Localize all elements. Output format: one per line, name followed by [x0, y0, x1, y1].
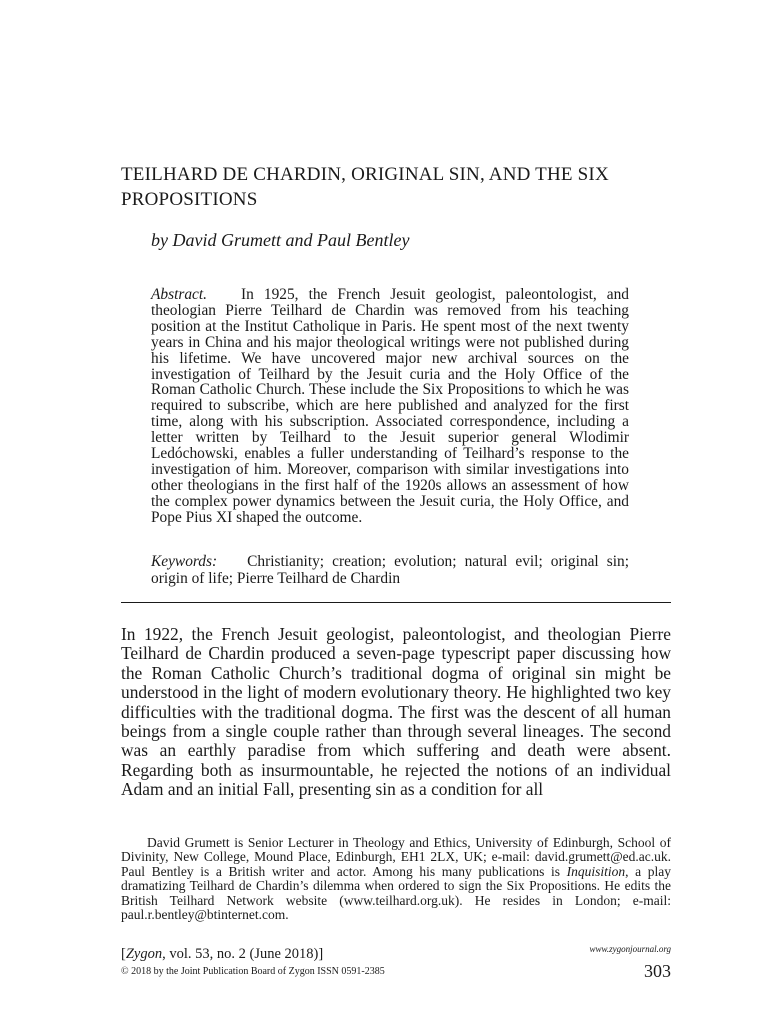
footnote-text-part1: David Grumett is Senior Lecturer in Theology and Ethics, University of Edinburgh, School of Divinity, New College, Mound Place, Edinburgh, EH1 2LX, UK; e-mail: david.grumett@ed.ac.uk. Paul Bentley is a British writer and actor. Among his many publications is	[121, 835, 671, 879]
keywords-text: Christianity; creation; evolution; natural evil; original sin; origin of life; Pierre Teilhard de Chardin	[151, 553, 629, 587]
keywords-label: Keywords:	[151, 553, 218, 570]
article-authors: by David Grumett and Paul Bentley	[151, 230, 410, 250]
footnote-italic-title: Inquisition	[566, 863, 626, 879]
journal-website: www.zygonjournal.org	[589, 944, 671, 954]
section-divider	[121, 602, 671, 603]
abstract-label: Abstract.	[151, 286, 208, 303]
keywords	[151, 554, 629, 587]
author-footnote	[121, 836, 671, 922]
abstract-text: In 1925, the French Jesuit geologist, paleontologist, and theologian Pierre Teilhard de Chardin was removed from his teaching position at the Institut Catholique in Paris. He spent most of the next twenty years in China and his major theological writings were not published during his lifetime. We have uncovered major new archival sources on the investigation of Teilhard by the Jesuit curia and the Holy Office of the Roman Catholic Church. These include the Six Propositions to which he was required to subscribe, which are here published and analyzed for the first time, along with his subscription. Associated correspondence, including a letter written by Teilhard to the Jesuit superior general Wlodimir Ledóchowski, enables a fuller understanding of Teilhard’s response to the investigation of him. Moreover, comparison with similar investigations into other theologians in the first half of the 1920s allows an assessment of how the complex power dynamics between the Jesuit curia, the Holy Office, and Pope Pius XI shaped the outcome.	[151, 286, 629, 526]
body-paragraph: In 1922, the French Jesuit geologist, paleontologist, and theologian Pierre Teilhard de Chardin produced a seven-page typescript paper discussing how the Roman Catholic Church’s traditional dogma of original sin might be understood in the light of modern evolutionary theory. He highlighted two key difficulties with the traditional dogma. The first was the descent of all human beings from a single couple rather than through several lineages. The second was an earthly paradise from which suffering and death were absent. Regarding both as insurmountable, he rejected the notions of an individual Adam and an initial Fall, presenting sin as a condition for all	[121, 624, 671, 800]
page-number: 303	[644, 961, 671, 981]
copyright-notice: © 2018 by the Joint Publication Board of Zygon ISSN 0591-2385	[121, 966, 385, 977]
footnote-text-part2: , a play dramatizing Teilhard de Chardin’s dilemma when ordered to sign the Six Propositions. He edits the British Teilhard Network website (www.teilhard.org.uk). He resides in London; e-mail: paul.r.bentley@btinternet.com.	[121, 863, 671, 923]
citation-open-bracket: [	[121, 946, 126, 962]
citation-details: , vol. 53, no. 2 (June 2018)]	[162, 946, 324, 962]
abstract	[151, 287, 629, 526]
journal-name: Zygon	[125, 946, 163, 962]
journal-citation	[121, 945, 323, 963]
article-title: TEILHARD DE CHARDIN, ORIGINAL SIN, AND THE SIX PROPOSITIONS	[121, 164, 609, 210]
